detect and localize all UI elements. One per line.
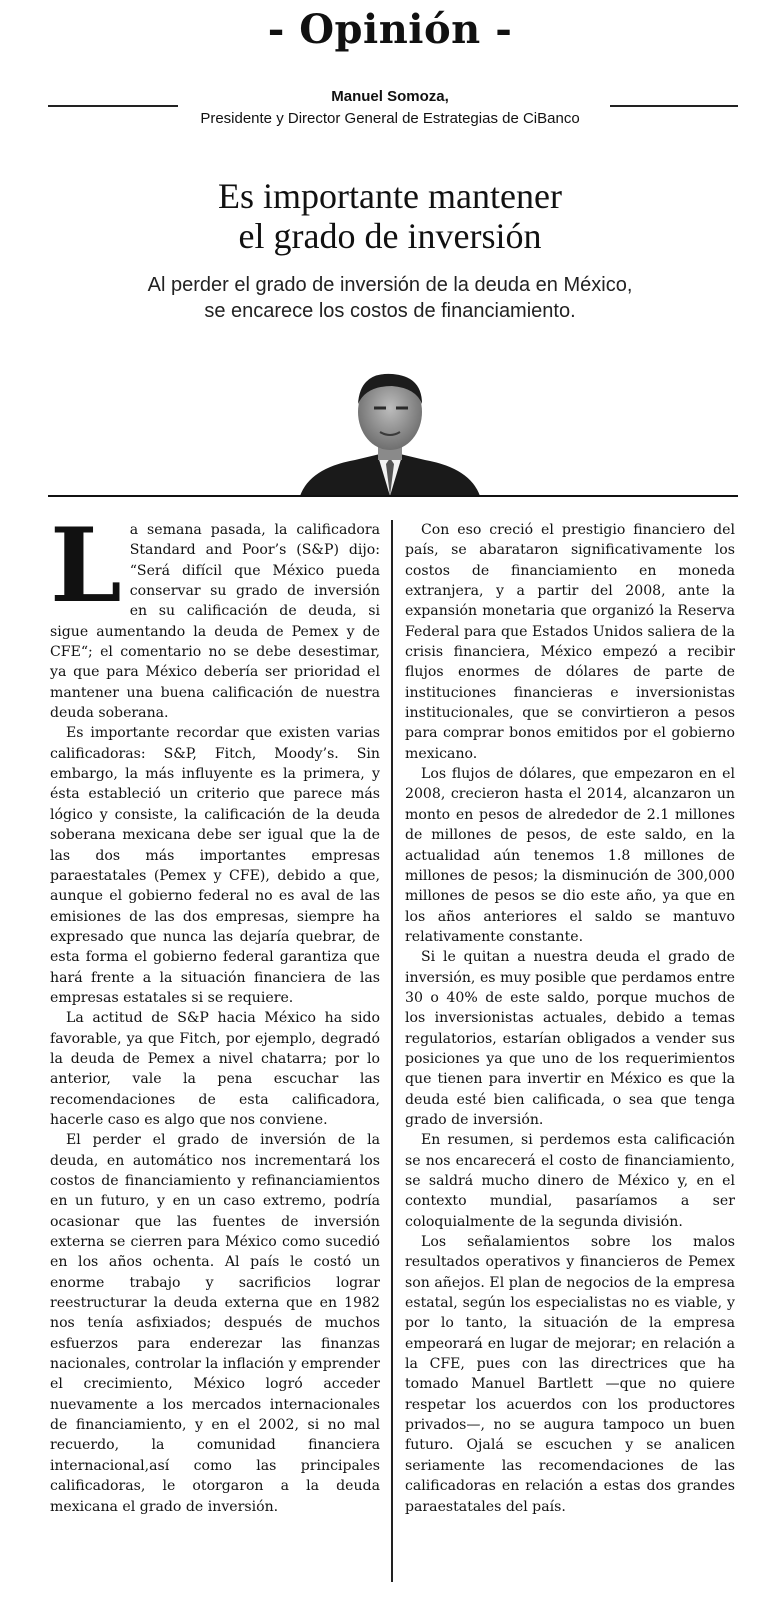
paragraph: La actitud de S&P hacia México ha sido favorable, ya que Fitch, por ejemplo, degradó la deuda de Pemex a nivel chatarra; por lo anterior, vale la pena escuchar las recomendaciones de esta calificadora, hacerle caso es algo que nos conviene. <box>50 1010 380 1128</box>
byline <box>180 86 600 130</box>
byline-rule-right <box>610 105 738 107</box>
paragraph <box>50 506 380 723</box>
article-column-right <box>405 520 735 1517</box>
paragraph: En resumen, si perdemos esta calificación se nos encarecerá el costo de financiamiento, se saldrá mucho dinero de México y, en el contexto mundial, pasaríamos a ser coloquialmente de la segunda división. <box>405 1132 735 1230</box>
photo-divider <box>48 495 738 497</box>
subheadline <box>0 272 780 324</box>
author-role: Presidente y Director General de Estrategias de CiBanco <box>200 110 580 127</box>
headline-line-2: el grado de inversión <box>238 216 542 256</box>
byline-rule-left <box>48 105 178 107</box>
column-divider <box>391 520 393 1582</box>
author-name: Manuel Somoza, <box>331 88 449 105</box>
paragraph: Los señalamientos sobre los malos resultados operativos y financieros de Pemex son añejos. El plan de negocios de la empresa estatal, según los especialistas no es viable, y por lo tanto, la situación de la empresa empeorará en lugar de mejorar; en relación a la CFE, pues con las directrices que ha tomado Manuel Bartlett —que no quiere respetar los acuerdos con los productores privados—, no se augura tampoco un buen futuro. Ojalá se escuchen y se analicen seriamente las recomendaciones de las calificadoras en relación a estas dos grandes paraestatales del país. <box>405 1234 735 1515</box>
author-photo <box>300 368 480 496</box>
paragraph: Si le quitan a nuestra deuda el grado de inversión, es muy posible que perdamos entre 30 o 40% de este saldo, porque muchos de los inversionistas actuales, debido a temas regulatorios, estarían obligados a vender sus posiciones ya que uno de los requerimientos que tienen para invertir en México es que la deuda esté bien calificada, o sea que tenga grado de inversión. <box>405 949 735 1128</box>
headline <box>0 176 780 256</box>
paragraph: Con eso creció el prestigio financiero del país, se abarataron significativamente los costos de financiamiento en moneda extranjera, y a partir del 2008, ante la expansión monetaria que organizó la Reserva Federal para que Estados Unidos saliera de la crisis financiera, México empezó a recibir flujos enormes de dólares de parte de instituciones financieras e inversionistas institucionales, que se convirtieron a pesos para comprar bonos emitidos por el gobierno mexicano. <box>405 522 735 762</box>
article-column-left <box>50 506 380 1517</box>
dropcap: L <box>50 506 122 626</box>
paragraph: Es importante recordar que existen varias calificadoras: S&P, Fitch, Moody’s. Sin embargo, la más influyente es la primera, y ésta estableció un criterio que parece más lógico y consiste, la calificación de la deuda soberana mexicana debe ser igual que la de las dos más importantes empresas paraestatales (Pemex y CFE), debido a que, aunque el gobierno federal no es aval de las emisiones de las dos empresas, siempre ha expresado que nunca las dejaría quebrar, de esta forma el gobierno federal garantiza que hará frente a la situación financiera de las empresas estatales si se requiere. <box>50 725 380 1006</box>
paragraph-text: a semana pasada, la calificadora Standard and Poor’s (S&P) dijo: “Será difícil que México pueda conservar su grado de inversión en su calificación de deuda, si sigue aumentando la deuda de Pemex y de CFE“; el comentario no se debe desestimar, ya que para México debería ser prioridad el mantener una buena calificación de nuestra deuda soberana. <box>50 522 380 722</box>
section-title: - Opinión - <box>267 6 513 53</box>
paragraph: Los flujos de dólares, que empezaron en el 2008, crecieron hasta el 2014, alcanzaron un monto en pesos de alrededor de 2.1 millones de millones de pesos, de este saldo, en la actualidad aún tenemos 1.8 millones de millones de pesos; la disminución de 300,000 millones de pesos se dio este año, ya que en los años anteriores el saldo se mantuvo relativamente constante. <box>405 766 735 945</box>
paragraph: El perder el grado de inversión de la deuda, en automático nos incrementará los costos de financiamiento y refinanciamientos en un futuro, y en un caso extremo, podría ocasionar que las fuentes de inversión externa se cierren para México como sucedió en los años ochenta. Al país le costó un enorme trabajo y sacrificios lograr reestructurar la deuda externa que en 1982 nos tenía asfixiados; después de muchos esfuerzos para enderezar las finanzas nacionales, controlar la inflación y emprender el crecimiento, México logró acceder nuevamente a los mercados internacionales de financiamiento, y en el 2002, si no mal recuerdo, la comunidad financiera internacional,así como las principales calificadoras, le otorgaron a la deuda mexicana el grado de inversión. <box>50 1132 380 1515</box>
subheadline-line-1: Al perder el grado de inversión de la deuda en México, <box>147 274 633 296</box>
headline-line-1: Es importante mantener <box>218 176 562 216</box>
subheadline-line-2: se encarece los costos de financiamiento. <box>204 300 576 322</box>
